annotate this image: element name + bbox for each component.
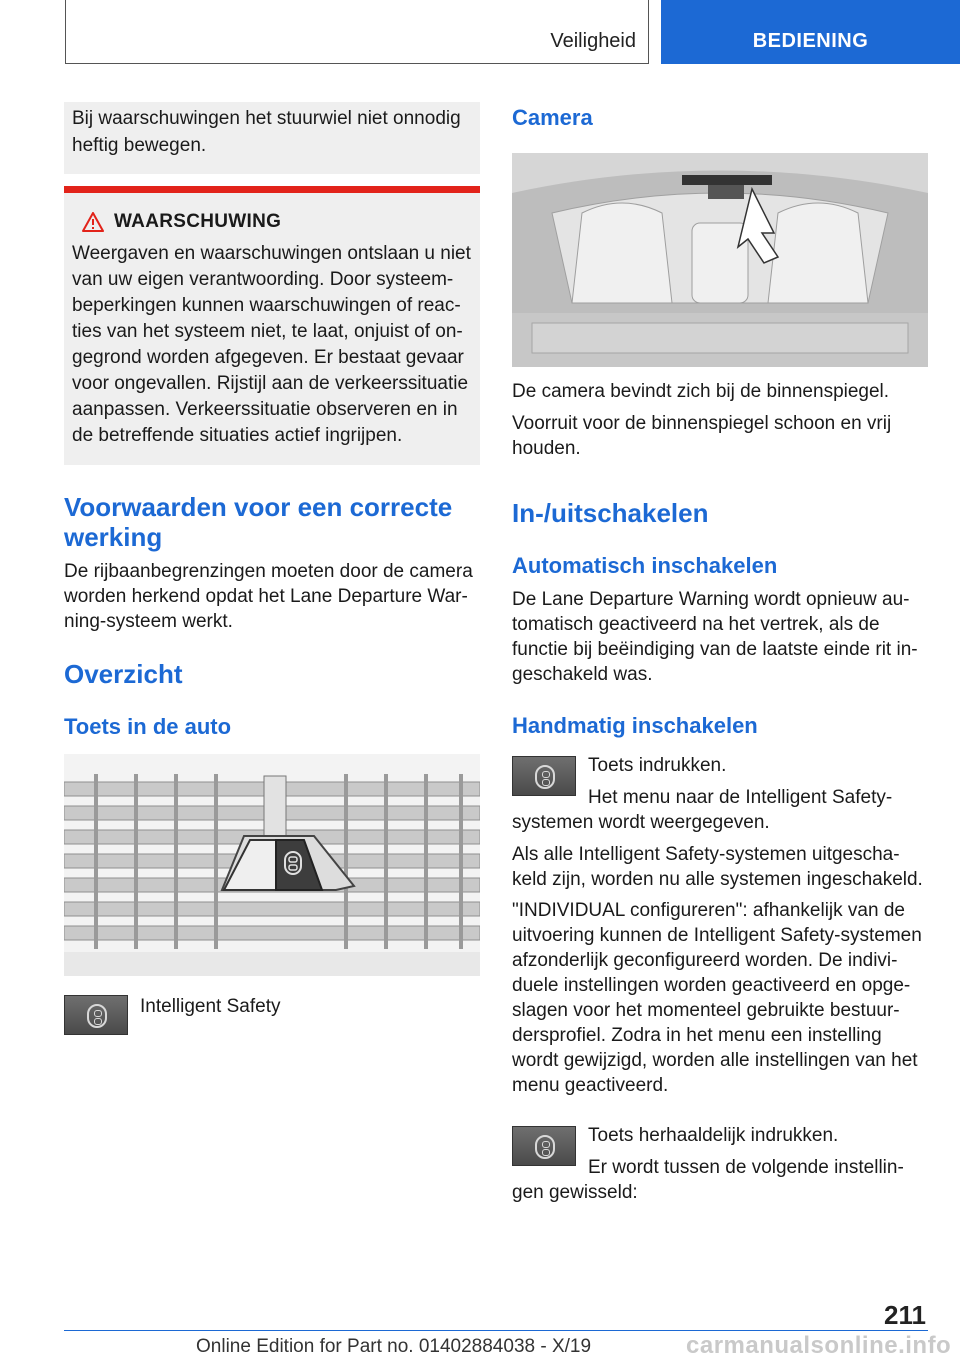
left-column [64,102,480,465]
warning-body: Weergaven en waarschuwingen ontslaan u niet van uw eigen verantwoording. Door systeem-beperkingen kunnen waarschuwingen of reac-ties van het systeem niet, te laat, onjuist of on-gegrond worden afgegeven. Er bestaat gevaar voor ongevallen. Rijstijl aan de verkeerssituatie aanpassen. Verkeerssituatie observeren en in de betreffende situaties actief ingrijpen. [72,243,471,446]
camera-location-image [512,153,928,367]
page-number: 211 [884,1300,926,1330]
warning-triangle-icon [82,212,104,232]
intelligent-safety-glyph-icon [87,1004,107,1028]
intelligent-safety-glyph-icon [535,765,555,789]
note-text: Bij waarschuwingen het stuurwiel niet onnodig heftig bewegen. [72,108,461,156]
step-menu-shown-line2: systemen wordt weergegeven. [512,812,770,833]
header-section-title: Veiligheid [550,30,636,52]
warning-box [64,186,480,465]
footer-edition: Online Edition for Part no. 01402884038 - X/19 [196,1336,592,1357]
heading-overview: Overzicht [64,659,183,689]
intelligent-safety-glyph-icon [535,1135,555,1159]
heading-requirements: Voorwaarden voor een correcte werking [64,492,453,552]
step-settings-switch-line2: gen gewisseld: [512,1182,638,1203]
step-settings-switch-line1: Er wordt tussen de volgende instellin- [588,1157,904,1178]
heading-manual-switch-on: Handmatig inschakelen [512,713,758,738]
step-press-repeatedly: Toets herhaaldelijk indrukken. [588,1125,839,1146]
button-location-image [64,754,480,976]
header-frame [65,0,649,64]
paragraph-camera-clean: Voorruit voor de binnenspiegel schoon en vrij houden. [512,413,892,459]
step-menu-shown-line1: Het menu naar de Intelligent Safety- [588,787,893,808]
car-interior-illustration [512,153,928,367]
heading-camera: Camera [512,105,593,130]
paragraph-camera-location: De camera bevindt zich bij de binnenspiegel. [512,381,890,402]
warning-header [82,209,472,235]
paragraph-all-systems: Als alle Intelligent Safety-systemen uitgescha-keld zijn, worden nu alle systemen ingeschakeld. [512,844,923,890]
heading-automatic-switch-on: Automatisch inschakelen [512,553,778,578]
paragraph-requirements: De rijbaanbegrenzingen moeten door de camera worden herkend opdat het Lane Departure War-ning-systeem werkt. [64,561,473,632]
header-chapter-tab[interactable] [661,0,960,64]
footer-divider [64,1330,928,1331]
paragraph-automatic: De Lane Departure Warning wordt opnieuw au-tomatisch geactiveerd na het vertrek, als de functie bij beëindiging van de laatste einde rit in-geschakeld was. [512,589,918,685]
step-press-button: Toets indrukken. [588,755,727,776]
header-chapter-label: BEDIENING [752,30,869,52]
dashboard-button-illustration [64,754,480,976]
intelligent-safety-button-icon [512,756,576,796]
note-box [64,102,480,174]
heading-button-in-car: Toets in de auto [64,714,232,739]
heading-switch-on-off: In-/uitschakelen [512,498,709,528]
paragraph-individual-configure: "INDIVIDUAL configureren": afhankelijk van de uitvoering kunnen de Intelligent Safety-systemen afzonderlijk geconfigureerd worden. De indivi-duele instellingen worden geactiveerd en opge-slagen voor het momenteel gebruikte bestuur-dersprofiel. Zodra in het menu een instelling wordt gewijzigd, worden alle instellingen van het menu geactiveerd. [512,900,922,1096]
intelligent-safety-button-icon [512,1126,576,1166]
intelligent-safety-button-icon [64,995,128,1035]
intelligent-safety-label: Intelligent Safety [140,996,281,1017]
warning-title: WAARSCHUWING [114,211,282,232]
footer-watermark: carmanualsonline.info [686,1332,952,1359]
